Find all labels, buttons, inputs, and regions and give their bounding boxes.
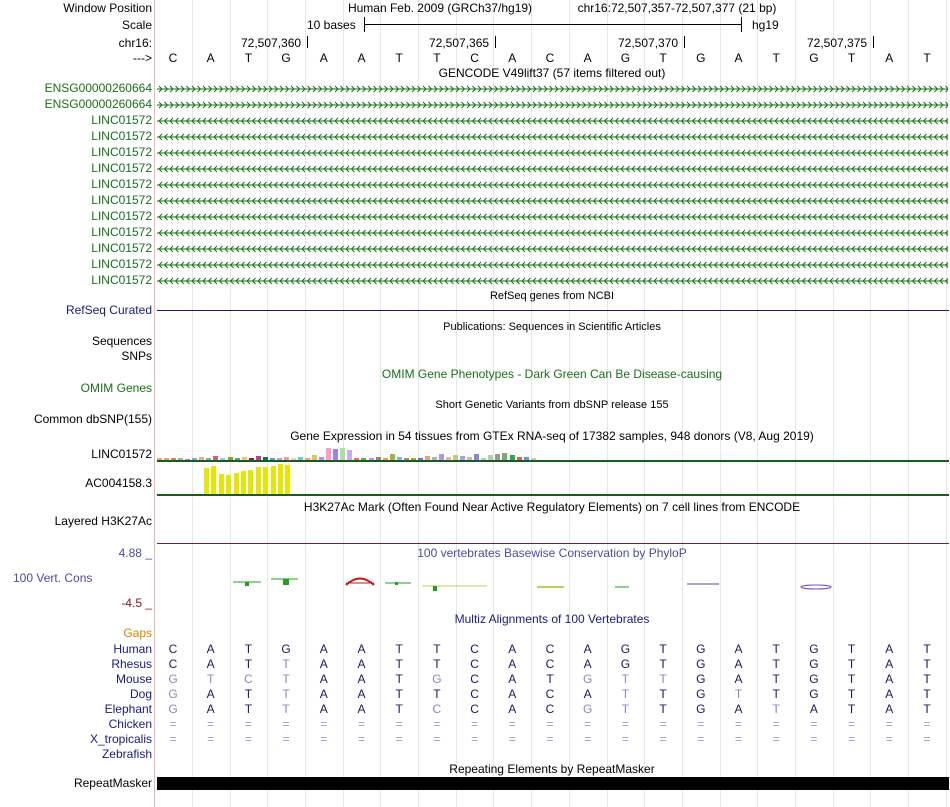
multiz-base: T [923,687,931,701]
multiz-base: T [923,702,931,716]
multiz-base: A [206,687,215,701]
multiz-base: T [244,687,253,701]
publications-track-label[interactable]: Sequences [91,334,152,348]
gencode-item-track[interactable] [157,163,948,175]
multiz-base: = [320,717,328,731]
scale-bar-right-tick [741,17,742,32]
multiz-base: G [696,657,706,671]
multiz-base: T [621,672,630,686]
scale-bar-left-tick [364,17,365,32]
gtex-gene1-bar [326,448,331,460]
gencode-item-arrows [157,115,948,127]
multiz-base: = [885,732,893,746]
multiz-base: G [168,672,178,686]
multiz-base: T [395,642,403,656]
gtex-gene2-bar [271,466,276,494]
gencode-item-track[interactable] [157,259,948,271]
multiz-base: T [659,687,667,701]
multiz-base: T [395,672,403,686]
multiz-base: A [357,657,366,671]
gtex-gene2-bar [219,474,224,494]
multiz-base: G [809,672,819,686]
gencode-item-label[interactable]: LINC01572 [91,129,152,143]
base-letter: C [168,51,178,65]
multiz-base: G [583,702,593,716]
multiz-base: G [696,642,706,656]
gtex-gene2-bar [234,473,239,494]
multiz-base: T [244,702,253,716]
base-letter: G [809,51,819,65]
multiz-base: G [696,687,706,701]
gencode-item-arrows [157,131,948,143]
gencode-item-track[interactable] [157,243,948,255]
multiz-base: T [923,657,931,671]
multiz-base: = [848,717,856,731]
gencode-item-label[interactable]: LINC01572 [91,225,152,239]
scale-bar [364,24,741,25]
multiz-base: G [432,672,442,686]
base-letter: G [281,51,291,65]
multiz-base: T [659,702,667,716]
multiz-base: T [244,642,253,656]
multiz-base: T [847,672,856,686]
multiz-base: = [244,732,252,746]
multiz-base: = [508,732,516,746]
gtex-gene1-label[interactable]: LINC01572 [91,447,152,461]
gtex-gene2-bar [226,475,231,494]
multiz-base: A [206,657,215,671]
base-letter: G [620,51,631,65]
multiz-base: G [696,702,706,716]
multiz-base: = [433,717,441,731]
gencode-item-label[interactable]: LINC01572 [91,193,152,207]
gtex-gene1-bar [502,453,507,460]
base-letter: A [508,51,517,65]
multiz-base: T [244,657,253,671]
base-letter: T [244,51,253,65]
base-letter: T [772,51,780,65]
multiz-base: = [923,717,931,731]
base-letter: A [357,51,366,65]
multiz-base: A [319,657,328,671]
multiz-base: = [471,732,479,746]
coord-label-1: 72,507,360 [241,36,302,50]
phylop-mark [245,582,249,586]
multiz-base: A [809,702,818,716]
multiz-base: = [659,717,667,731]
gtex-gene1-bar [340,448,345,460]
multiz-base: A [885,657,894,671]
multiz-base: T [282,657,290,671]
phylop-ymax-label: 4.88 _ [118,546,152,560]
multiz-base: C [470,642,479,656]
phylop-plot[interactable] [157,570,949,600]
multiz-base: = [734,732,742,746]
assembly-text: Human Feb. 2009 (GRCh37/hg19) [347,1,533,15]
gencode-item-arrows [157,163,948,175]
strand-label: ---> [133,51,152,65]
multiz-base: = [395,732,403,746]
multiz-base: = [169,732,177,746]
repeatmasker-bar [157,777,949,790]
multiz-base: A [206,702,215,716]
gtex-gene2-bar [204,468,209,494]
multiz-base: A [319,702,328,716]
multiz-base: G [620,642,631,656]
multiz-base: A [885,702,894,716]
gtex-gene2-bar [285,465,290,494]
multiz-base: A [583,657,592,671]
multiz-species-label[interactable]: Chicken [108,717,152,731]
base-letter: T [923,51,931,65]
multiz-base: T [847,657,856,671]
multiz-base: = [584,732,592,746]
window-position-label: Window Position [63,1,152,15]
multiz-base: A [319,642,328,656]
multiz-base: A [734,702,743,716]
multiz-species-label[interactable]: Elephant [104,702,152,716]
multiz-base: = [471,717,479,731]
gtex-gene1-baseline [157,460,949,462]
multiz-base: A [734,642,743,656]
multiz-gaps-label: Gaps [123,626,152,640]
repeatmasker-track-label[interactable]: RepeatMasker [73,776,152,790]
multiz-base: A [319,672,328,686]
multiz-base: C [432,702,442,716]
refseq-track-label[interactable]: RefSeq Curated [65,303,152,317]
multiz-base: A [357,687,366,701]
multiz-base: = [508,717,516,731]
gencode-item-track[interactable] [157,227,948,239]
multiz-base: A [508,672,517,686]
multiz-base: = [169,717,177,731]
multiz-base: T [923,642,931,656]
multiz-base: = [395,717,403,731]
multiz-base: T [282,702,290,716]
multiz-base: T [847,642,856,656]
multiz-base: = [282,732,290,746]
multiz-base: T [433,657,441,671]
gencode-item-track[interactable] [157,147,948,159]
multiz-base: T [433,642,441,656]
gencode-track-title: GENCODE V49lift37 (57 items filtered out) [438,66,666,80]
multiz-base: T [847,687,856,701]
multiz-species-label[interactable]: Zebrafish [101,747,152,761]
gencode-item-label[interactable]: LINC01572 [91,209,152,223]
coord-tick-3 [684,36,685,48]
gtex-gene2-bar [241,471,246,494]
multiz-base: A [319,687,328,701]
multiz-base: A [885,687,894,701]
phylop-track-title: 100 vertebrates Basewise Conservation by PhyloP [417,546,687,560]
gencode-item-track[interactable] [157,131,948,143]
multiz-base: T [433,687,441,701]
gencode-item-label[interactable]: LINC01572 [91,113,152,127]
coord-label-2: 72,507,365 [429,36,490,50]
gencode-item-label[interactable]: LINC01572 [91,145,152,159]
gencode-item-track[interactable] [157,83,948,95]
multiz-base: = [697,732,705,746]
multiz-base: = [810,732,818,746]
multiz-base: C [244,672,253,686]
multiz-base: = [207,717,215,731]
multiz-base: C [545,687,555,701]
multiz-base: C [470,687,479,701]
gencode-item-track[interactable] [157,195,948,207]
base-letter: T [395,51,403,65]
multiz-base: T [847,702,856,716]
multiz-base: = [697,717,705,731]
multiz-base: G [809,642,819,656]
coord-label-3: 72,507,370 [618,36,679,50]
multiz-base: C [168,642,178,656]
multiz-base: G [809,657,819,671]
label-divider [154,0,155,807]
multiz-base: T [546,672,554,686]
gencode-item-arrows [157,259,948,271]
multiz-base: = [734,717,742,731]
position-text: chr16:72,507,357-72,507,377 (21 bp) [577,1,777,15]
multiz-base: = [923,732,931,746]
multiz-species-label[interactable]: Mouse [115,672,152,686]
base-letter: A [319,51,328,65]
gtex-gene2-bar [256,467,261,494]
gtex-gene2-baseline [157,494,949,496]
multiz-base: = [848,732,856,746]
multiz-base: = [207,732,215,746]
multiz-base: = [320,732,328,746]
multiz-base: A [508,657,517,671]
publications-track-title: Publications: Sequences in Scientific Articles [443,321,661,333]
gencode-item-arrows [157,83,948,95]
multiz-base: = [772,732,780,746]
multiz-base: A [357,672,366,686]
multiz-base: C [545,642,555,656]
multiz-base: T [659,642,667,656]
coord-label-4: 72,507,375 [807,36,868,50]
dbsnp-track-label[interactable]: Common dbSNP(155) [33,412,152,426]
multiz-base: A [734,672,743,686]
scale-bases-text: 10 bases [307,18,356,32]
multiz-base: = [621,717,629,731]
multiz-base: = [885,717,893,731]
multiz-base: A [508,642,517,656]
multiz-base: T [772,642,780,656]
multiz-base: A [508,702,517,716]
multiz-base: T [772,687,780,701]
multiz-base: T [282,672,290,686]
multiz-base: C [545,702,555,716]
multiz-base: A [885,642,894,656]
snps-track-label[interactable]: SNPs [121,349,152,363]
phylop-mark [433,586,437,591]
multiz-base: = [357,717,365,731]
gtex-gene2-bar [211,466,216,494]
multiz-base: C [168,657,178,671]
phylop-mark [395,582,398,585]
refseq-track-line [157,310,949,311]
gencode-item-track[interactable] [157,115,948,127]
multiz-species-label[interactable]: Rhesus [111,657,152,671]
multiz-base: C [470,702,479,716]
gencode-item-track[interactable] [157,179,948,191]
multiz-base: T [659,672,667,686]
h3k27ac-track-label[interactable]: Layered H3K27Ac [54,514,152,528]
multiz-base: A [734,657,743,671]
multiz-base: T [923,672,931,686]
base-letter: A [734,51,743,65]
dbsnp-track-title: Short Genetic Variants from dbSNP release 155 [435,399,669,411]
base-letter: T [847,51,856,65]
db-text: hg19 [752,18,779,32]
multiz-base: = [433,732,441,746]
multiz-base: G [583,672,593,686]
gtex-gene1-bar [333,449,338,460]
multiz-base: = [546,732,554,746]
chrom-label: chr16: [118,36,152,50]
multiz-base: T [772,702,780,716]
multiz-base: T [395,687,403,701]
multiz-species-label[interactable]: Dog [129,687,152,701]
multiz-base: A [583,687,592,701]
multiz-base: C [545,657,555,671]
coord-tick-1 [307,36,308,48]
base-letter: A [206,51,215,65]
multiz-base: C [470,657,479,671]
multiz-base: G [168,687,178,701]
multiz-base: = [621,732,629,746]
multiz-base: T [395,657,403,671]
multiz-base: = [584,717,592,731]
multiz-base: T [772,657,780,671]
gencode-item-track[interactable] [157,211,948,223]
multiz-base: = [810,717,818,731]
base-letter: C [470,51,479,65]
multiz-base: T [207,672,215,686]
phylop-track-label[interactable]: 100 Vert. Cons [13,571,93,585]
scale-label: Scale [121,18,152,32]
gtex-gene1-bar [347,450,352,460]
gtex-gene2-label[interactable]: AC004158.3 [85,476,152,490]
gencode-item-label[interactable]: LINC01572 [91,257,152,271]
gencode-item-label[interactable]: ENSG00000260664 [44,81,152,95]
phylop-ymin-label: -4.5 _ [121,596,152,610]
gtex-track-title: Gene Expression in 54 tissues from GTEx RNA-seq of 17382 samples, 948 donors (V8, Aug 2019) [290,429,814,443]
gencode-item-arrows [157,179,948,191]
multiz-base: T [772,672,780,686]
multiz-base: = [244,717,252,731]
base-letter: T [433,51,441,65]
gtex-gene2-bar [263,467,268,494]
multiz-base: T [395,702,403,716]
gencode-item-arrows [157,99,948,111]
multiz-base: G [620,657,631,671]
gencode-item-label[interactable]: LINC01572 [91,273,152,287]
gtex-gene2-bar [278,464,283,494]
gencode-item-arrows [157,211,948,223]
refseq-track-title: RefSeq genes from NCBI [489,290,615,302]
gencode-item-arrows [157,227,948,239]
base-letter: T [659,51,667,65]
omim-track-label[interactable]: OMIM Genes [80,381,152,395]
gencode-item-arrows [157,243,948,255]
phylop-mark [801,585,831,589]
gencode-item-track[interactable] [157,275,948,287]
multiz-base: T [621,687,630,701]
gencode-item-arrows [157,275,948,287]
multiz-species-label[interactable]: Human [113,642,152,656]
phylop-mark [283,579,289,585]
multiz-base: G [168,702,178,716]
h3k27ac-track-line [157,543,949,544]
base-letter: G [696,51,706,65]
multiz-base: G [809,687,819,701]
gencode-item-track[interactable] [157,99,948,111]
multiz-base: = [282,717,290,731]
multiz-base: = [546,717,554,731]
multiz-base: T [734,687,743,701]
gencode-item-label[interactable]: ENSG00000260664 [44,97,152,111]
gtex-gene2-bar [248,470,253,494]
gencode-item-arrows [157,195,948,207]
base-letter: A [583,51,592,65]
multiz-base: T [282,687,290,701]
multiz-base: A [206,642,215,656]
multiz-base: T [621,702,630,716]
multiz-species-label[interactable]: X_tropicalis [89,732,152,746]
base-letter: A [885,51,894,65]
coord-tick-2 [495,36,496,48]
multiz-base: G [281,642,291,656]
base-letter: C [545,51,555,65]
gencode-item-label[interactable]: LINC01572 [91,161,152,175]
gencode-item-arrows [157,147,948,159]
multiz-base: A [508,687,517,701]
multiz-base: = [357,732,365,746]
omim-track-title: OMIM Gene Phenotypes - Dark Green Can Be Disease-causing [381,367,723,381]
multiz-base: C [470,672,479,686]
gencode-item-label[interactable]: LINC01572 [91,241,152,255]
multiz-base: = [659,732,667,746]
coord-tick-4 [873,36,874,48]
multiz-base: A [885,672,894,686]
multiz-base: T [659,657,667,671]
h3k27ac-track-title: H3K27Ac Mark (Often Found Near Active Regulatory Elements) on 7 cell lines from ENCODE [303,500,801,514]
multiz-base: = [772,717,780,731]
gencode-item-label[interactable]: LINC01572 [91,177,152,191]
multiz-base: A [583,642,592,656]
multiz-base: A [357,642,366,656]
repeatmasker-track-title: Repeating Elements by RepeatMasker [449,762,655,776]
phylop-mark [346,579,374,586]
multiz-base: G [696,672,706,686]
multiz-track-title: Multiz Alignments of 100 Vertebrates [454,612,650,626]
multiz-base: A [357,702,366,716]
